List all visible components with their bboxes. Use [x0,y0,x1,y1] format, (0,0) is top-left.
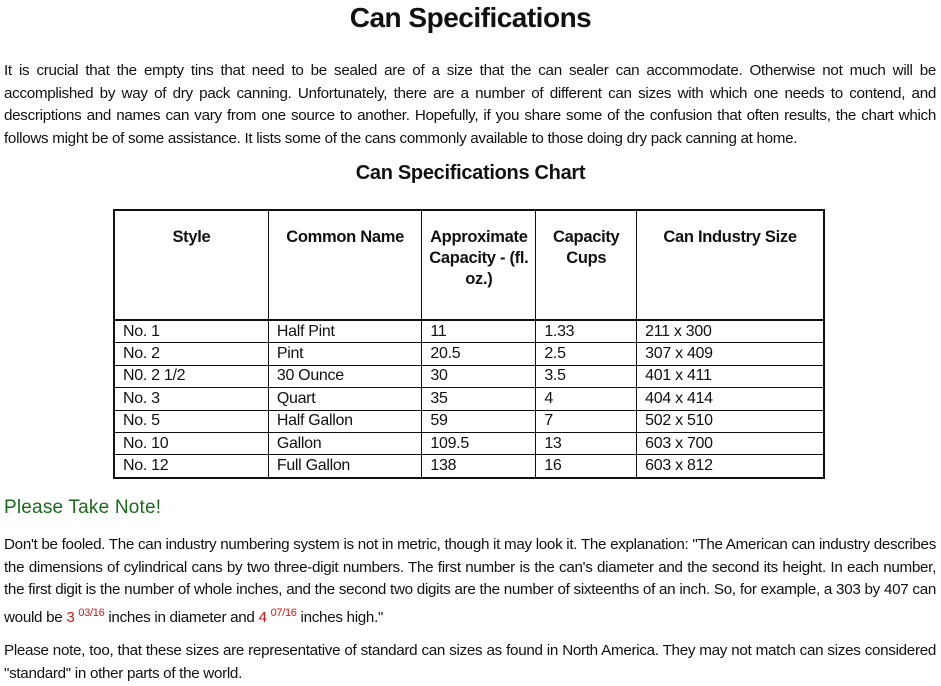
table-row [114,432,824,454]
table-row [114,343,824,365]
cell-style: No. 5 [114,410,268,432]
cell-oz: 109.5 [422,432,536,454]
note-paragraph [4,534,936,629]
table-row [114,365,824,387]
intro-paragraph: It is crucial that the empty tins that need to be sealed are of a size that the can sealer can accommodate. Otherwise not much will be accomplished by way of dry pack canning. Unfortunately, there are a number of different can sizes with which one needs to contend, and descriptions and names can vary from one source to another. Hopefully, if you share some of the confusion that often results, the chart which follows might be of some assistance. It lists some of the cans commonly available to those doing dry pack canning at home. [4,62,936,147]
cell-cups: 1.33 [536,320,637,343]
note-end-text: inches high." [296,608,384,626]
cell-oz: 138 [422,455,536,478]
table-row [114,388,824,410]
cell-cups: 3.5 [536,365,637,387]
cell-cups: 7 [536,410,637,432]
cell-style: No. 2 [114,343,268,365]
cell-size: 211 x 300 [637,320,824,343]
cell-size: 502 x 510 [637,410,824,432]
cell-cups: 2.5 [536,343,637,365]
header-capacity-cups: Capacity Cups [536,210,637,320]
cell-name: Quart [268,388,422,410]
cell-oz: 59 [422,410,536,432]
note-mid-text: inches in diameter and [104,608,259,626]
diameter-whole-inches: 3 [66,608,75,626]
table-row [114,410,824,432]
cell-size: 603 x 700 [637,432,824,454]
chart-title: Can Specifications Chart [355,162,586,184]
header-common-name: Common Name [268,210,422,320]
cell-size: 603 x 812 [637,455,824,478]
header-style: Style [114,210,268,320]
page-title: Can Specifications [349,2,592,33]
height-fraction: 07/16 [270,606,297,619]
cell-name: Full Gallon [268,455,422,478]
cell-style: No. 12 [114,455,268,478]
diameter-fraction: 03/16 [78,606,105,619]
can-spec-table [113,209,825,479]
cell-size: 401 x 411 [637,365,824,387]
cell-size: 404 x 414 [637,388,824,410]
note-body-text: Don't be fooled. The can industry numbering system is not in metric, though it may look it. The explanation: "The American can industry describes the dimensions of cylindrical cans by two three-digit numbers. The first number is the can's diameter and the second its height. In each number, the first digit is the number of whole inches, and the second two digits are the number of sixteenths of an inch. So, for example, a 303 by 407 can would be [4,536,936,626]
closing-paragraph: Please note, too, that these sizes are representative of standard can sizes as found in North America. They may not match can sizes considered "standard" in other parts of the world. [4,642,936,682]
cell-cups: 4 [536,388,637,410]
table-header-row [114,210,824,320]
cell-name: Gallon [268,432,422,454]
cell-oz: 30 [422,365,536,387]
cell-size: 307 x 409 [637,343,824,365]
header-industry-size: Can Industry Size [637,210,824,320]
cell-cups: 13 [536,432,637,454]
header-capacity-oz: Approximate Capacity - (fl. oz.) [422,210,536,320]
height-whole-inches: 4 [258,608,267,626]
cell-name: Pint [268,343,422,365]
cell-oz: 20.5 [422,343,536,365]
cell-style: No. 3 [114,388,268,410]
cell-style: No. 1 [114,320,268,343]
note-heading: Please Take Note! [4,497,162,518]
cell-name: Half Pint [268,320,422,343]
cell-oz: 11 [422,320,536,343]
cell-oz: 35 [422,388,536,410]
cell-cups: 16 [536,455,637,478]
cell-style: No. 10 [114,432,268,454]
table-row [114,320,824,343]
table-row [114,455,824,478]
cell-name: 30 Ounce [268,365,422,387]
cell-style: N0. 2 1/2 [114,365,268,387]
cell-name: Half Gallon [268,410,422,432]
